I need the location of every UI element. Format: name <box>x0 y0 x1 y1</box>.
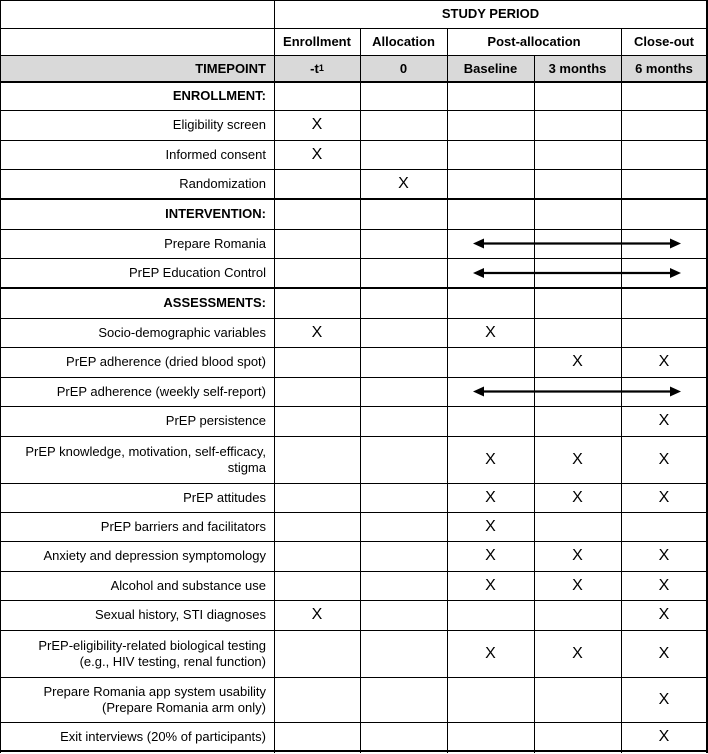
study-period-heading: STUDY PERIOD <box>441 6 540 22</box>
schedule-mark: X <box>572 547 583 565</box>
grid-line <box>0 81 708 83</box>
grid-line <box>0 571 708 572</box>
grid-line <box>0 630 708 631</box>
grid-line <box>0 0 708 1</box>
grid-line <box>0 258 708 259</box>
grid-line <box>360 28 361 753</box>
grid-line <box>0 169 708 170</box>
post-allocation-heading: Post-allocation <box>487 33 581 49</box>
grid-line <box>0 406 708 407</box>
schedule-mark: X <box>572 353 583 371</box>
grid-line <box>0 436 708 437</box>
grid-line <box>0 512 708 513</box>
row-label: PrEP persistence <box>165 413 266 429</box>
grid-line <box>0 28 708 29</box>
schedule-mark: X <box>572 576 583 594</box>
grid-line <box>447 28 448 753</box>
timepoint-3-months: 3 months <box>548 60 607 76</box>
grid-line <box>0 229 708 230</box>
row-label: Socio-demographic variables <box>98 324 266 340</box>
schedule-mark: X <box>658 690 670 708</box>
schedule-mark: X <box>485 576 496 594</box>
schedule-mark: X <box>485 488 496 506</box>
row-label: PrEP adherence (weekly self-report) <box>56 383 266 399</box>
grid-line <box>0 483 708 484</box>
timepoint-label: TIMEPOINT <box>195 60 266 76</box>
grid-line <box>0 110 708 111</box>
schedule-mark: X <box>658 728 670 746</box>
schedule-mark: X <box>485 450 496 468</box>
schedule-mark: X <box>311 116 323 134</box>
grid-line <box>0 377 708 378</box>
row-label: PrEP adherence (dried blood spot) <box>66 354 266 370</box>
grid-line <box>534 55 535 753</box>
timepoint-baseline: Baseline <box>463 60 518 76</box>
row-label: Eligibility screen <box>172 117 266 133</box>
schedule-mark: X <box>658 353 670 371</box>
row-label: Prepare Romania <box>164 235 266 251</box>
close-out-heading: Close-out <box>634 33 694 49</box>
row-label: PrEP-eligibility-related biological testing (e.g., HIV testing, renal function) <box>38 637 266 669</box>
row-label: Sexual history, STI diagnoses <box>94 607 266 623</box>
grid-line <box>0 750 708 752</box>
schedule-mark: X <box>572 644 583 662</box>
section-heading: ASSESSMENTS: <box>163 295 266 311</box>
row-label: PrEP barriers and facilitators <box>100 518 266 534</box>
schedule-mark: X <box>658 450 670 468</box>
duration-arrow-head-right <box>670 268 681 278</box>
row-label: Exit interviews (20% of participants) <box>60 729 266 745</box>
schedule-mark: X <box>485 517 496 535</box>
schedule-mark: X <box>658 576 670 594</box>
duration-arrow-head-right <box>670 239 681 249</box>
timepoint-t1 <box>274 55 360 82</box>
schedule-mark: X <box>572 450 583 468</box>
timepoint-t1-prefix: -t <box>310 60 319 76</box>
schedule-mark: X <box>658 488 670 506</box>
row-label: Randomization <box>179 176 266 192</box>
row-label: PrEP attitudes <box>183 489 266 505</box>
duration-arrow-head-right <box>670 387 681 397</box>
grid-line <box>0 677 708 678</box>
grid-line <box>0 600 708 601</box>
duration-arrow-head-left <box>473 239 484 249</box>
schedule-mark: X <box>658 412 670 430</box>
grid-line <box>0 541 708 542</box>
enrollment-heading: Enrollment <box>283 33 351 49</box>
schedule-mark: X <box>485 547 496 565</box>
section-heading: ENROLLMENT: <box>172 88 266 104</box>
timepoint-6-months: 6 months <box>635 60 693 76</box>
schedule-mark: X <box>658 644 670 662</box>
grid-line <box>0 198 708 200</box>
grid-line <box>0 287 708 289</box>
grid-line <box>0 722 708 723</box>
timepoint-allocation: 0 <box>399 60 408 76</box>
schedule-mark: X <box>485 323 496 341</box>
schedule-mark: X <box>311 145 323 163</box>
grid-line <box>0 347 708 348</box>
schedule-mark: X <box>658 547 670 565</box>
row-label: Anxiety and depression symptomology <box>43 548 266 564</box>
schedule-mark: X <box>311 323 323 341</box>
duration-arrow-head-left <box>473 387 484 397</box>
allocation-heading: Allocation <box>372 33 435 49</box>
row-label: PrEP Education Control <box>128 265 266 281</box>
duration-arrow-head-left <box>473 268 484 278</box>
row-label: Prepare Romania app system usability (Prepare Romania arm only) <box>43 683 266 715</box>
grid-line <box>0 318 708 319</box>
schedule-mark: X <box>485 644 496 662</box>
schedule-mark: X <box>572 488 583 506</box>
timepoint-t1-subscript: 1 <box>318 63 324 74</box>
row-label: PrEP knowledge, motivation, self-efficacy, stigma <box>25 443 266 475</box>
row-label: Informed consent <box>165 146 266 162</box>
grid-line <box>621 28 622 753</box>
schedule-mark: X <box>398 175 409 193</box>
grid-line <box>274 0 275 753</box>
schedule-mark: X <box>658 606 670 624</box>
grid-line <box>0 140 708 141</box>
section-heading: INTERVENTION: <box>165 206 266 222</box>
schedule-mark: X <box>311 606 323 624</box>
grid-line <box>0 55 708 56</box>
row-label: Alcohol and substance use <box>110 577 266 593</box>
